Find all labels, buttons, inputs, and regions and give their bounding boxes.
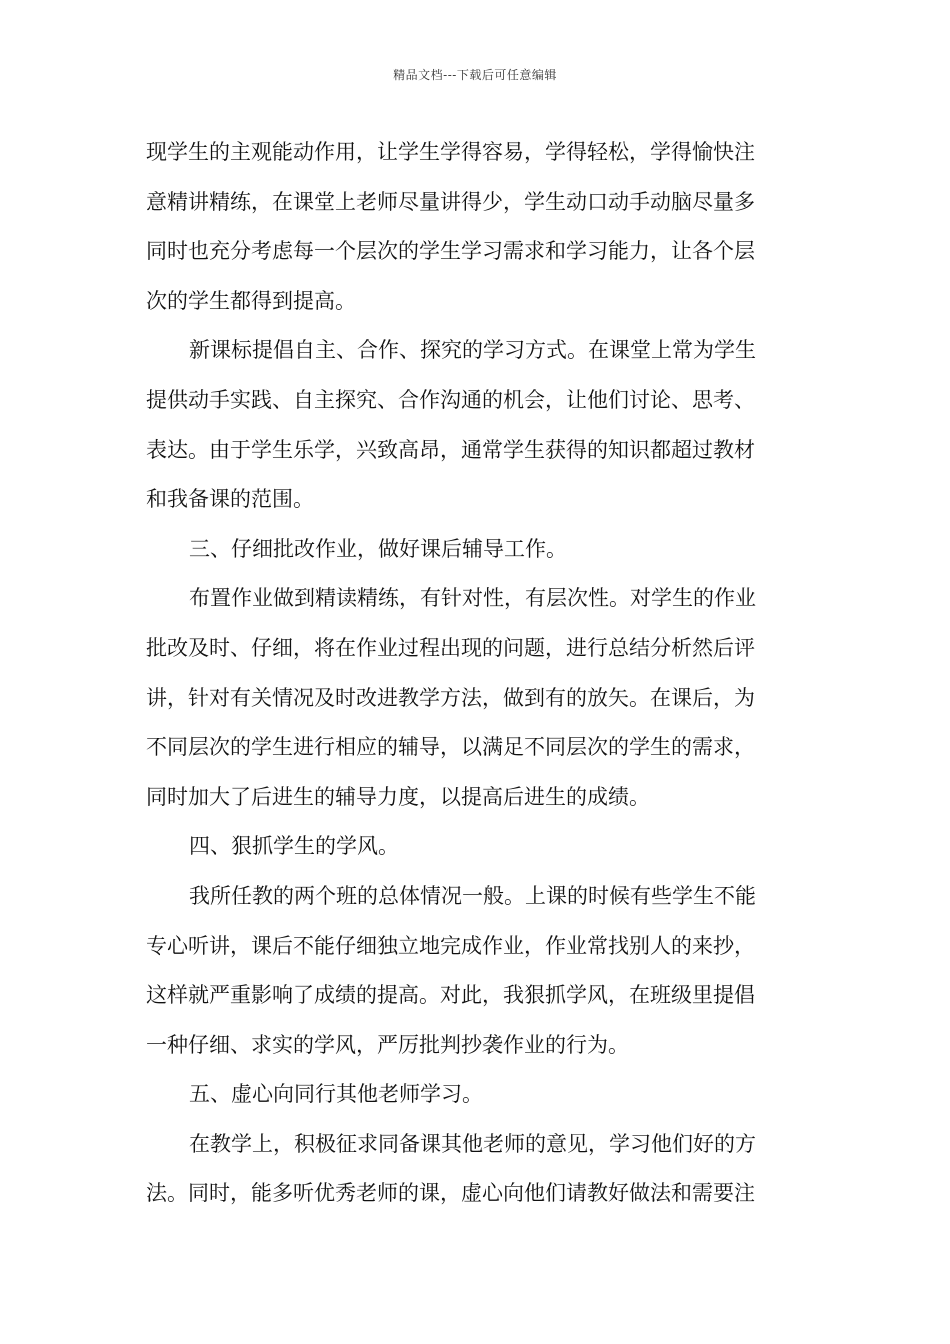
text-line: 法。同时，能多听优秀老师的课，虚心向他们请教好做法和需要注 bbox=[146, 1181, 755, 1206]
text-line: 同时也充分考虑每一个层次的学生学习需求和学习能力，让各个层 bbox=[146, 239, 755, 264]
text-line: 批改及时、仔细，将在作业过程出现的问题，进行总结分析然后评 bbox=[146, 635, 755, 660]
text-line: 表达。由于学生乐学，兴致高昂，通常学生获得的知识都超过教材 bbox=[146, 437, 755, 462]
text-line: 我所任教的两个班的总体情况一般。上课的时候有些学生不能 bbox=[189, 883, 756, 908]
text-line: 这样就严重影响了成绩的提高。对此，我狠抓学风，在班级里提倡 bbox=[146, 983, 755, 1008]
text-line: 专心听讲，课后不能仔细独立地完成作业，作业常找别人的来抄， bbox=[146, 933, 755, 958]
text-line: 同时加大了后进生的辅导力度，以提高后进生的成绩。 bbox=[146, 784, 650, 809]
text-line: 三、仔细批改作业，做好课后辅导工作。 bbox=[189, 536, 567, 561]
text-line: 一种仔细、求实的学风，严厉批判抄袭作业的行为。 bbox=[146, 1032, 629, 1057]
text-line: 新课标提倡自主、合作、探究的学习方式。在课堂上常为学生 bbox=[189, 338, 756, 363]
text-line: 四、狠抓学生的学风。 bbox=[189, 834, 399, 859]
text-line: 在教学上，积极征求同备课其他老师的意见，学习他们好的方 bbox=[189, 1131, 756, 1156]
text-line: 不同层次的学生进行相应的辅导，以满足不同层次的学生的需求， bbox=[146, 735, 755, 760]
text-line: 五、虚心向同行其他老师学习。 bbox=[189, 1082, 483, 1107]
document-body bbox=[146, 128, 808, 1219]
text-line: 和我备课的范围。 bbox=[146, 487, 314, 512]
text-line: 讲，针对有关情况及时改进教学方法，做到有的放矢。在课后，为 bbox=[146, 685, 755, 710]
text-line: 次的学生都得到提高。 bbox=[146, 288, 356, 313]
text-line: 提供动手实践、自主探究、合作沟通的机会，让他们讨论、思考、 bbox=[146, 387, 755, 412]
text-line: 意精讲精练，在课堂上老师尽量讲得少，学生动口动手动脑尽量多 bbox=[146, 189, 755, 214]
text-line: 现学生的主观能动作用，让学生学得容易，学得轻松，学得愉快注 bbox=[146, 140, 755, 164]
page-header: 精品文档---下载后可任意编辑 bbox=[393, 68, 557, 82]
text-line: 布置作业做到精读精练，有针对性，有层次性。对学生的作业 bbox=[189, 586, 756, 611]
